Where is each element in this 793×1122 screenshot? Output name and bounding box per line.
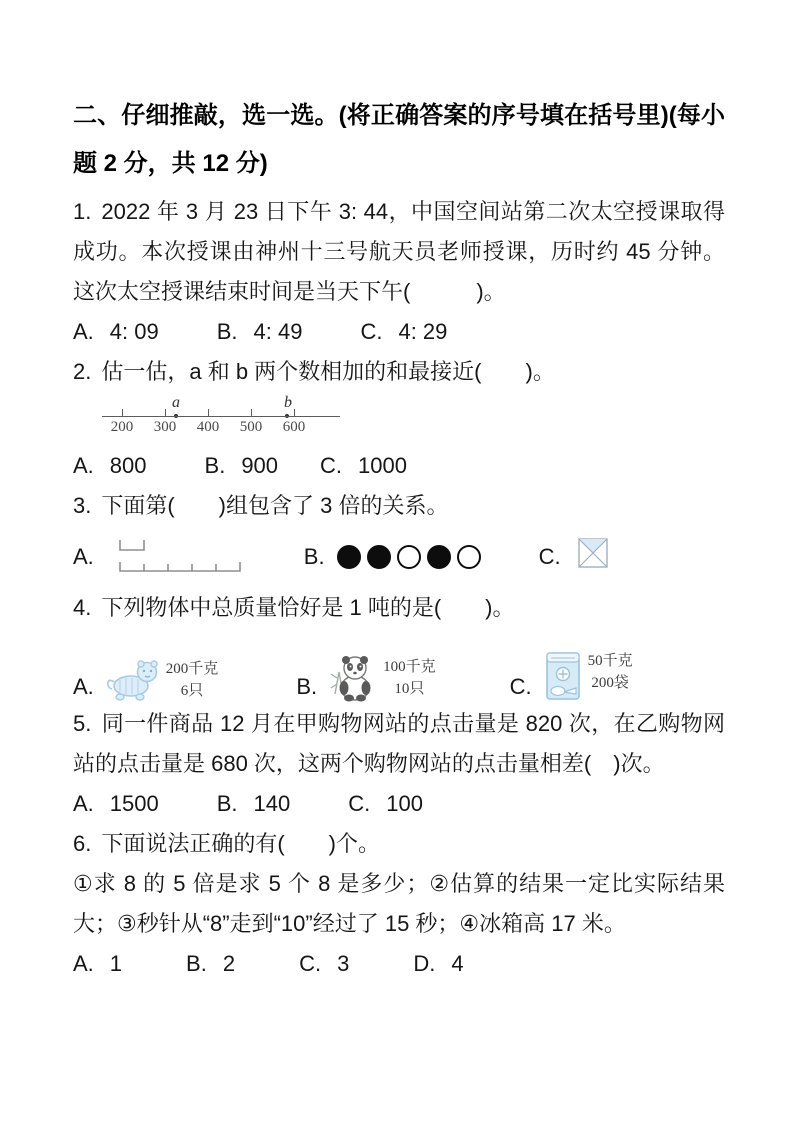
option-value: 1500 bbox=[109, 791, 159, 816]
question-1-text bbox=[73, 192, 725, 312]
option-c bbox=[348, 784, 423, 824]
filled-circle-icon bbox=[427, 545, 451, 569]
option-a bbox=[73, 784, 159, 824]
question-2-options bbox=[73, 446, 725, 486]
option-value: 2 bbox=[222, 951, 236, 976]
option-a bbox=[73, 446, 147, 486]
option-label: B. bbox=[216, 791, 238, 816]
option-a bbox=[73, 944, 122, 984]
option-label: B. bbox=[296, 674, 318, 699]
question-1-number: 1. bbox=[73, 199, 92, 224]
option-label: C. bbox=[360, 319, 383, 344]
numberline-tick-label: 400 bbox=[196, 419, 220, 435]
option-b-labels bbox=[383, 654, 436, 700]
weight-label: 50千克 bbox=[587, 653, 633, 669]
question-4-body: 下列物体中总质量恰好是 1 吨的是( )。 bbox=[101, 595, 515, 620]
option-a bbox=[73, 656, 218, 702]
question-2-number: 2. bbox=[73, 359, 92, 384]
numberline-figure bbox=[100, 394, 350, 446]
option-value: 800 bbox=[109, 453, 147, 478]
question-5 bbox=[73, 704, 725, 824]
option-c bbox=[360, 312, 447, 352]
question-1-body: 2022 年 3 月 23 日下午 3: 44，中国空间站第二次太空授课取得成功。本次授课由神州十三号航天员老师授课，历时约 45 分钟。这次太空授课结束时间是当天下午( )。 bbox=[73, 199, 725, 304]
question-6-text bbox=[73, 824, 725, 864]
crossed-box-placeholder-image bbox=[577, 537, 609, 569]
option-label: C. bbox=[348, 791, 371, 816]
tiger-image bbox=[104, 656, 162, 702]
empty-circle-icon bbox=[457, 545, 481, 569]
question-5-body: 同一件商品 12 月在甲购物网站的点击量是 820 次，在乙购物网站的点击量是 680 次，这两个购物网站的点击量相差( )次。 bbox=[73, 711, 725, 776]
option-label: A. bbox=[73, 453, 94, 478]
option-b bbox=[296, 654, 435, 702]
question-4-options bbox=[73, 628, 725, 702]
question-3-options bbox=[73, 526, 725, 588]
question-6-body: 下面说法正确的有( )个。 bbox=[101, 831, 381, 856]
question-2 bbox=[73, 352, 725, 486]
numberline-axis bbox=[102, 416, 340, 417]
weight-label: 200千克 bbox=[165, 661, 219, 677]
option-label: A. bbox=[73, 319, 94, 344]
bag-image bbox=[542, 648, 584, 702]
option-b bbox=[217, 784, 291, 824]
question-2-text bbox=[73, 352, 725, 392]
option-c bbox=[510, 648, 633, 702]
option-label: C. bbox=[538, 544, 561, 569]
segment-comparison-figure bbox=[106, 531, 248, 583]
option-value: 4: 49 bbox=[253, 319, 303, 344]
circle-pattern-figure bbox=[337, 545, 487, 569]
option-b bbox=[186, 944, 235, 984]
option-value: 4: 09 bbox=[109, 319, 159, 344]
option-value: 100 bbox=[386, 791, 423, 816]
option-label: C. bbox=[320, 453, 343, 478]
option-value: 4: 29 bbox=[398, 319, 448, 344]
option-value: 3 bbox=[337, 951, 350, 976]
question-3 bbox=[73, 486, 725, 588]
option-label: C. bbox=[299, 951, 322, 976]
question-6-options bbox=[73, 944, 725, 984]
count-label: 6只 bbox=[180, 683, 204, 699]
question-3-body: 下面第( )组包含了 3 倍的关系。 bbox=[101, 493, 449, 518]
option-value: 1 bbox=[109, 951, 123, 976]
weight-label: 100千克 bbox=[383, 659, 436, 675]
option-a-labels bbox=[166, 656, 219, 702]
option-a bbox=[73, 312, 159, 352]
question-4 bbox=[73, 588, 725, 702]
question-4-text bbox=[73, 588, 725, 628]
option-label: D. bbox=[413, 951, 436, 976]
option-label: B. bbox=[186, 951, 207, 976]
option-value: 900 bbox=[241, 453, 279, 478]
point-b-label: b bbox=[284, 394, 292, 411]
question-6 bbox=[73, 824, 725, 984]
option-label: B. bbox=[303, 544, 325, 569]
option-label: A. bbox=[73, 951, 94, 976]
option-b bbox=[205, 446, 279, 486]
question-6-statements: ①求 8 的 5 倍是求 5 个 8 是多少；②估算的结果一定比实际结果大；③秒针从“8”走到“10”经过了 15 秒；④冰箱高 17 米。 bbox=[73, 871, 725, 936]
option-d bbox=[413, 944, 463, 984]
question-3-text bbox=[73, 486, 725, 526]
option-label: B. bbox=[204, 453, 226, 478]
option-b bbox=[217, 312, 303, 352]
option-c-labels bbox=[588, 648, 633, 694]
numberline-tick-label: 300 bbox=[153, 419, 177, 435]
question-5-number: 5. bbox=[73, 711, 92, 736]
option-value: 1000 bbox=[358, 453, 407, 478]
empty-circle-icon bbox=[397, 545, 421, 569]
question-5-options bbox=[73, 784, 725, 824]
option-label: C. bbox=[509, 674, 532, 699]
option-label: A. bbox=[73, 791, 94, 816]
count-label: 200袋 bbox=[591, 675, 629, 691]
section-title: 二、仔细推敲，选一选。(将正确答案的序号填在括号里)(每小题 2 分，共 12 分) bbox=[73, 102, 725, 177]
option-c bbox=[320, 446, 407, 486]
option-c bbox=[299, 944, 349, 984]
question-1 bbox=[73, 192, 725, 352]
numberline-tick-label: 500 bbox=[239, 419, 263, 435]
option-label: B. bbox=[216, 319, 238, 344]
count-label: 10只 bbox=[394, 681, 425, 697]
panda-image bbox=[327, 654, 379, 702]
numberline-tick-label: 600 bbox=[282, 419, 306, 435]
question-4-number: 4. bbox=[73, 595, 92, 620]
option-value: 140 bbox=[253, 791, 291, 816]
question-1-options bbox=[73, 312, 725, 352]
option-label: A. bbox=[73, 544, 94, 569]
numberline-tick-label: 200 bbox=[110, 419, 134, 435]
point-a-label: a bbox=[172, 394, 180, 411]
option-value: 4 bbox=[451, 951, 464, 976]
question-2-body: 估一估，a 和 b 两个数相加的和最接近( )。 bbox=[101, 359, 555, 384]
filled-circle-icon bbox=[337, 545, 361, 569]
filled-circle-icon bbox=[367, 545, 391, 569]
question-5-text bbox=[73, 704, 725, 784]
option-label: A. bbox=[73, 674, 94, 699]
question-3-number: 3. bbox=[73, 493, 92, 518]
question-6-number: 6. bbox=[73, 831, 92, 856]
